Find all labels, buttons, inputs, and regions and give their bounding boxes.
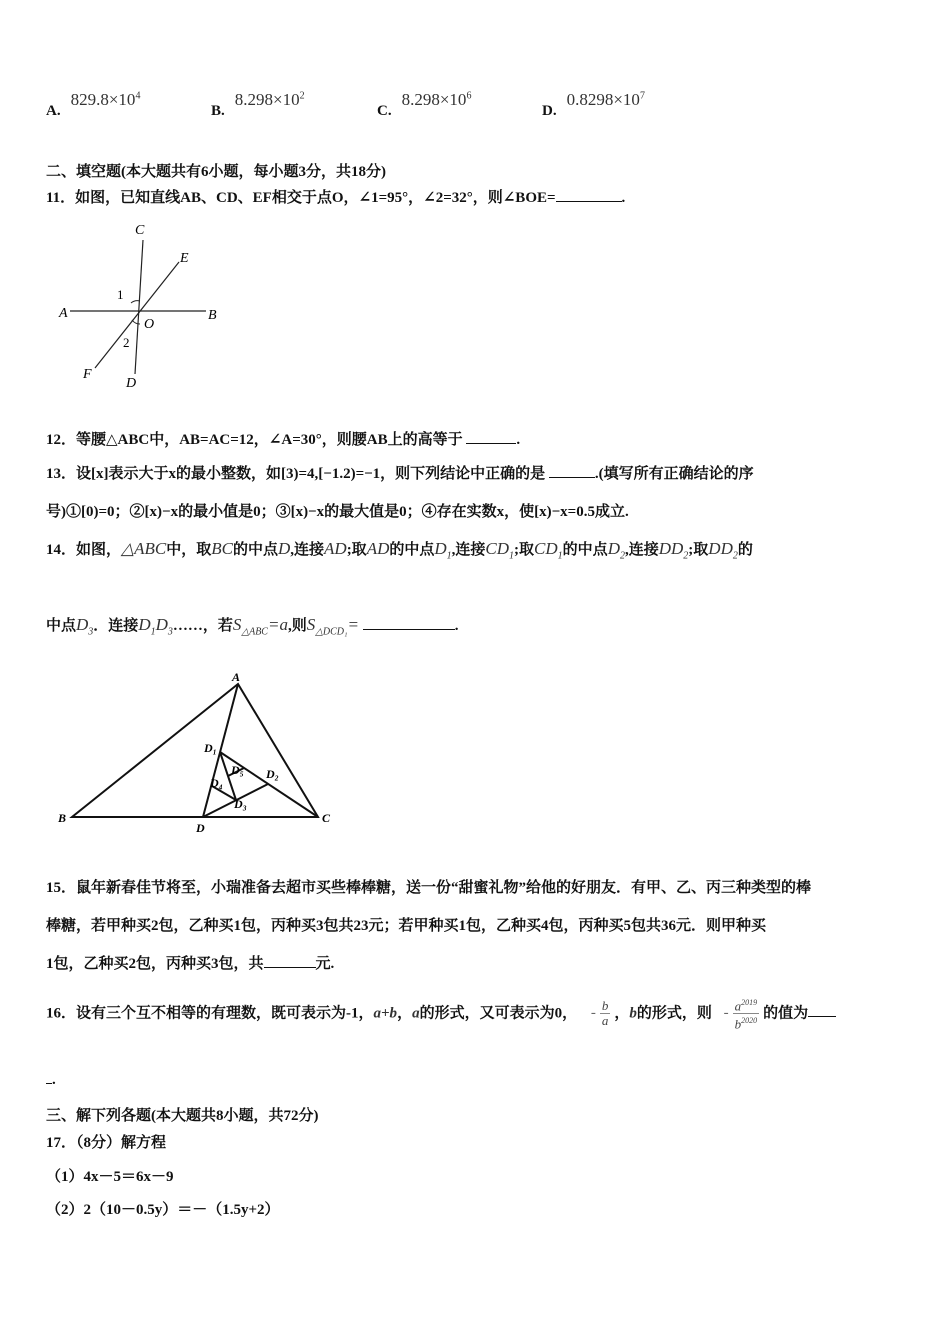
math: AD [366, 539, 390, 558]
math: D [277, 539, 291, 558]
line-ef [95, 262, 179, 368]
text: 的中点 [389, 542, 435, 558]
mantissa: 829.8 [70, 90, 109, 109]
math: DD [658, 539, 684, 558]
question-16-continued [46, 1072, 56, 1089]
times: ×10 [439, 90, 467, 109]
math: S [306, 615, 316, 634]
q11-end: . [621, 190, 626, 206]
text: ;取 [688, 542, 709, 558]
mantissa: 0.8298 [566, 90, 614, 109]
denominator: a [601, 1013, 609, 1029]
label-d: D [126, 376, 137, 391]
text: 中点 [46, 618, 77, 634]
minus: - [590, 1005, 596, 1022]
label-f: F [83, 367, 92, 382]
text: 的形式，则 [636, 1005, 712, 1022]
math: D [607, 539, 620, 558]
exponent: 4 [135, 90, 141, 102]
subscript: △ABC [241, 626, 268, 638]
text: ;取 [514, 542, 535, 558]
math: CD [534, 539, 558, 558]
times: ×10 [613, 90, 640, 109]
option-value [402, 90, 472, 109]
text: ,则 [287, 618, 307, 634]
text: ,连接 [290, 542, 325, 558]
math: a+b [373, 1005, 398, 1022]
option-letter: D. [542, 103, 557, 119]
label-d: D [196, 821, 205, 835]
denominator: b [734, 1016, 742, 1032]
subscript: 2 [683, 550, 689, 562]
q11-text: 11．如图，已知直线AB、CD、EF相交于点O，∠1=95°，∠2=32°，则∠BOE= [46, 190, 556, 206]
times: ×10 [273, 90, 300, 109]
text: . [454, 618, 459, 634]
fraction-power [733, 996, 760, 1032]
label-c: C [135, 223, 145, 238]
label-d3: D₃ [234, 797, 247, 811]
question-14-line-2 [46, 614, 458, 637]
subscript: 1 [446, 550, 452, 562]
subscript: △DCD₁ [315, 626, 348, 638]
q12-end: . [516, 432, 521, 448]
text: ， [397, 1005, 413, 1022]
label-d5: D₅ [231, 763, 244, 777]
answer-blank [363, 629, 455, 630]
text: ， [614, 1005, 630, 1022]
minus: - [723, 1005, 729, 1022]
label-b: B [208, 308, 217, 323]
text: 中，取 [166, 542, 212, 558]
exponent: 2019 [741, 998, 758, 1007]
option-d [542, 90, 645, 120]
label-a: A [59, 306, 68, 321]
figure-triangle-midpoints [0, 660, 360, 840]
angle-1-arc [131, 301, 140, 303]
math: D [155, 615, 168, 634]
exponent: 2020 [741, 1016, 758, 1026]
question-15-line-3 [46, 952, 334, 973]
exponent: 7 [639, 90, 645, 102]
math: = [347, 615, 359, 634]
subscript: 3 [167, 626, 173, 638]
text: 1包，乙种买2包，丙种买3包，共 [46, 956, 264, 972]
exponent: 2 [299, 90, 305, 102]
math: a [412, 1005, 420, 1022]
line-cd [135, 240, 143, 374]
label-d4: D₄ [210, 776, 223, 790]
q13-text: 13．设[x]表示大于x的最小整数，如[3)=4,[−1.2)=−1，则下列结论中正确的是 [46, 466, 546, 482]
q13-text-b: .(填写所有正确结论的序 [594, 466, 754, 482]
numerator: b [601, 998, 609, 1014]
option-letter: B. [211, 103, 225, 119]
answer-blank [549, 477, 595, 478]
answer-blank [466, 443, 516, 444]
text: ……，若 [172, 618, 233, 634]
q12-text: 12．等腰△ABC中，AB=AC=12，∠A=30°，则腰AB上的高等于 [46, 432, 463, 448]
question-16 [46, 996, 836, 1032]
math: S [232, 615, 242, 634]
times: ×10 [108, 90, 136, 109]
text: ,连接 [624, 542, 659, 558]
question-17-title: 17．（8分）解方程 [46, 1135, 167, 1151]
triangle-abc [72, 684, 318, 817]
text: 的形式，又可表示为0， [419, 1005, 578, 1022]
answer-blank [264, 967, 316, 968]
math: D [434, 539, 447, 558]
option-letter: C. [377, 103, 392, 119]
label-a: A [232, 670, 241, 684]
question-15-line-1: 15．鼠年新春佳节将至，小瑞准备去超市买些棒棒糖，送一份“甜蜜礼物”给他的好朋友．有甲、乙、丙三种类型的棒 [46, 880, 812, 896]
question-15-line-2: 棒糖，若甲种买2包，乙种买1包，丙种买3包共23元；若甲种买1包，乙种买4包，丙种买5包共36元．则甲种买 [46, 918, 767, 934]
mantissa: 8.298 [401, 90, 440, 109]
math: b [629, 1005, 637, 1022]
exponent: 6 [466, 90, 472, 102]
math: D [138, 615, 151, 634]
fraction-b-over-a [600, 999, 611, 1028]
label-e: E [180, 251, 189, 266]
label-d2: D₂ [266, 767, 279, 781]
option-letter: A. [46, 103, 61, 119]
math: =a [267, 615, 288, 634]
text: 的值为 [763, 1005, 809, 1022]
subscript: 2 [619, 550, 625, 562]
label-o: O [144, 317, 155, 332]
section-3-heading: 三、解下列各题(本大题共8小题，共72分) [46, 1108, 319, 1124]
question-17-equation-2: （2）2（10－0.5y）＝－（1.5y+2） [46, 1202, 280, 1218]
label-angle-2: 2 [123, 335, 130, 350]
question-13-line-2: 号)①[0)=0；②[x)−x的最小值是0；③[x)−x的最大值是0；④存在实数x，使[x)−x=0.5成立. [46, 504, 629, 520]
text: 14．如图， [46, 542, 122, 558]
section-2-heading: 二、填空题(本大题共有6小题，每小题3分，共18分) [46, 164, 386, 180]
subscript: 1 [509, 550, 515, 562]
question-14-line-1 [46, 538, 753, 561]
subscript: 2 [732, 550, 738, 562]
option-c [377, 90, 472, 120]
subscript: 1 [557, 550, 563, 562]
mantissa: 8.298 [234, 90, 274, 109]
math: DD [708, 539, 733, 558]
text: 16．设有三个互不相等的有理数，既可表示为-1， [46, 1005, 374, 1022]
label-angle-1: 1 [117, 287, 124, 302]
text: ,连接 [451, 542, 486, 558]
text: 的中点 [232, 542, 278, 558]
label-d1: D₁ [204, 741, 217, 755]
question-13-line-1 [46, 462, 754, 483]
figure-intersecting-lines [0, 0, 260, 400]
option-value [567, 90, 645, 109]
text: ．连接 [93, 618, 139, 634]
answer-blank [556, 201, 622, 202]
math: D [76, 615, 89, 634]
label-b: B [58, 811, 67, 825]
subscript: 3 [88, 626, 94, 638]
math: △ABC [121, 539, 167, 558]
question-12 [46, 428, 520, 449]
answer-blank [808, 1016, 836, 1017]
math: AD [324, 539, 347, 558]
math: BC [211, 539, 233, 558]
subscript: 1 [150, 626, 156, 638]
question-17-equation-1: （1）4x－5＝6x－9 [46, 1169, 174, 1185]
text: . [52, 1072, 56, 1088]
label-c: C [322, 811, 331, 825]
text: 元. [315, 956, 335, 972]
math: CD [485, 539, 510, 558]
numerator: a [734, 998, 742, 1014]
text: 的 [737, 542, 753, 558]
text: ;取 [346, 542, 367, 558]
text: 的中点 [562, 542, 608, 558]
